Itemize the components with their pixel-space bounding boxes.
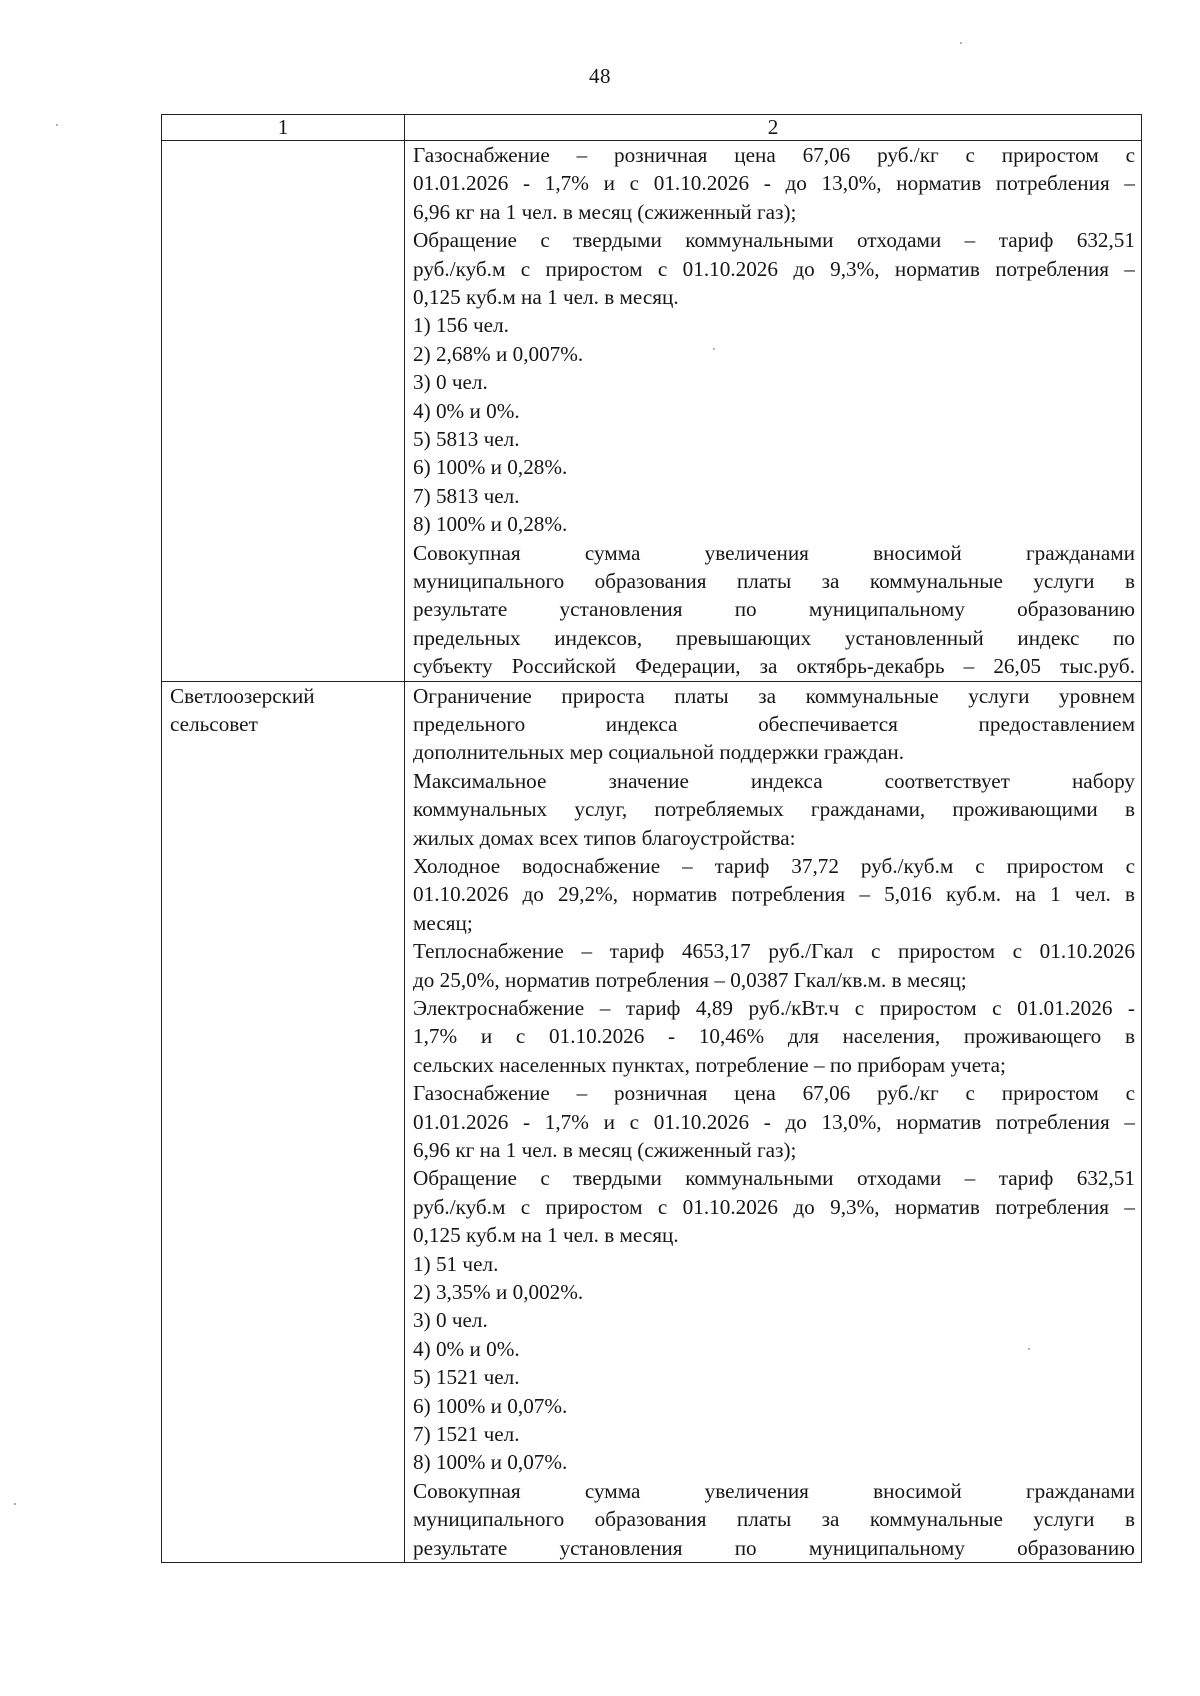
text-line: 4) 0% и 0%.	[413, 398, 520, 423]
text-line: 1,7% и с 01.10.2026 - 10,46% для населения, проживающего в	[413, 1024, 1135, 1049]
text-line: Ограничение прироста платы за коммунальные услуги уровнем	[413, 683, 1135, 708]
column-header-2: 2	[405, 115, 1142, 141]
text-line: 7) 5813 чел.	[413, 483, 520, 508]
text-line: 8) 100% и 0,07%.	[413, 1450, 568, 1475]
scan-speck	[14, 1503, 16, 1505]
text-line: 2) 2,68% и 0,007%.	[413, 341, 584, 366]
text-line: предельного индекса обеспечивается предоставлением	[413, 711, 1135, 736]
text-line: 7) 1521 чел.	[413, 1421, 520, 1446]
text-line: Обращение с твердыми коммунальными отходами – тариф 632,51	[413, 1166, 1135, 1191]
scan-speck	[960, 42, 962, 44]
text-line: сельских населенных пунктах, потребление – по приборам учета;	[413, 1052, 1006, 1077]
text-line: Совокупная сумма увеличения вносимой гражданами	[413, 540, 1135, 565]
text-line: Максимальное значение индекса соответствует набору	[413, 768, 1135, 793]
text-line: 2) 3,35% и 0,002%.	[413, 1279, 584, 1304]
text-line: 01.10.2026 до 29,2%, норматив потребления – 5,016 куб.м. на 1 чел. в	[413, 882, 1135, 907]
text-line: до 25,0%, норматив потребления – 0,0387 Гкал/кв.м. в месяц;	[413, 967, 967, 992]
text-line: Обращение с твердыми коммунальными отходами – тариф 632,51	[413, 228, 1135, 253]
scan-speck	[56, 124, 58, 126]
text-line: Холодное водоснабжение – тариф 37,72 руб./куб.м с приростом с	[413, 853, 1135, 878]
municipality-name-cell	[162, 141, 405, 682]
scan-speck	[713, 348, 715, 350]
document-table	[161, 114, 1142, 1563]
text-line: 5) 1521 чел.	[413, 1365, 520, 1390]
text-line: Совокупная сумма увеличения вносимой гражданами	[413, 1478, 1135, 1503]
text-line: предельных индексов, превышающих установленный индекс по	[413, 625, 1135, 650]
text-line: месяц;	[413, 910, 473, 935]
municipality-name-cell	[162, 681, 405, 1562]
table-row	[162, 141, 1142, 682]
text-line: результате установления по муниципальному образованию	[413, 1535, 1135, 1560]
text-line: 1) 156 чел.	[413, 313, 509, 338]
table-row	[162, 681, 1142, 1562]
text-line: 0,125 куб.м на 1 чел. в месяц.	[413, 284, 679, 309]
text-line: субъекту Российской Федерации, за октябрь-декабрь – 26,05 тыс.руб.	[413, 654, 1135, 679]
text-line: 3) 0 чел.	[413, 370, 488, 395]
description-cell	[405, 141, 1142, 682]
text-line: 6,96 кг на 1 чел. в месяц (сжиженный газ);	[413, 1137, 797, 1162]
municipality-name-line: сельсовет	[170, 711, 258, 736]
text-line: Электроснабжение – тариф 4,89 руб./кВт.ч с приростом с 01.01.2026 -	[413, 995, 1135, 1020]
text-line: муниципального образования платы за коммунальные услуги в	[413, 1507, 1135, 1532]
text-line: 01.01.2026 - 1,7% и с 01.10.2026 - до 13,0%, норматив потребления –	[413, 1109, 1135, 1134]
text-line: 8) 100% и 0,28%.	[413, 512, 568, 537]
text-line: дополнительных мер социальной поддержки граждан.	[413, 740, 905, 765]
page-number: 48	[589, 64, 611, 88]
text-line: руб./куб.м с приростом с 01.10.2026 до 9,3%, норматив потребления –	[413, 1194, 1135, 1219]
text-line: 6) 100% и 0,28%.	[413, 455, 568, 480]
text-line: жилых домах всех типов благоустройства:	[413, 825, 796, 850]
table-header-row	[162, 115, 1142, 141]
text-line: 1) 51 чел.	[413, 1251, 499, 1276]
municipality-name-line: Светлоозерский	[170, 683, 315, 708]
text-line: 6,96 кг на 1 чел. в месяц (сжиженный газ);	[413, 199, 797, 224]
scan-speck	[1028, 1348, 1030, 1350]
text-line: Газоснабжение – розничная цена 67,06 руб./кг с приростом с	[413, 1081, 1135, 1106]
column-header-1: 1	[162, 115, 405, 141]
description-cell	[405, 681, 1142, 1562]
text-line: Теплоснабжение – тариф 4653,17 руб./Гкал с приростом с 01.10.2026	[413, 939, 1135, 964]
text-line: муниципального образования платы за коммунальные услуги в	[413, 569, 1135, 594]
text-line: коммунальных услуг, потребляемых гражданами, проживающими в	[413, 797, 1135, 822]
text-line: 01.01.2026 - 1,7% и с 01.10.2026 - до 13,0%, норматив потребления –	[413, 171, 1135, 196]
text-line: 0,125 куб.м на 1 чел. в месяц.	[413, 1223, 679, 1248]
text-line: 4) 0% и 0%.	[413, 1336, 520, 1361]
text-line: 3) 0 чел.	[413, 1308, 488, 1333]
text-line: результате установления по муниципальному образованию	[413, 597, 1135, 622]
text-line: 6) 100% и 0,07%.	[413, 1393, 568, 1418]
text-line: Газоснабжение – розничная цена 67,06 руб./кг с приростом с	[413, 143, 1135, 167]
text-line: 5) 5813 чел.	[413, 427, 520, 451]
text-line: руб./куб.м с приростом с 01.10.2026 до 9,3%, норматив потребления –	[413, 256, 1135, 281]
